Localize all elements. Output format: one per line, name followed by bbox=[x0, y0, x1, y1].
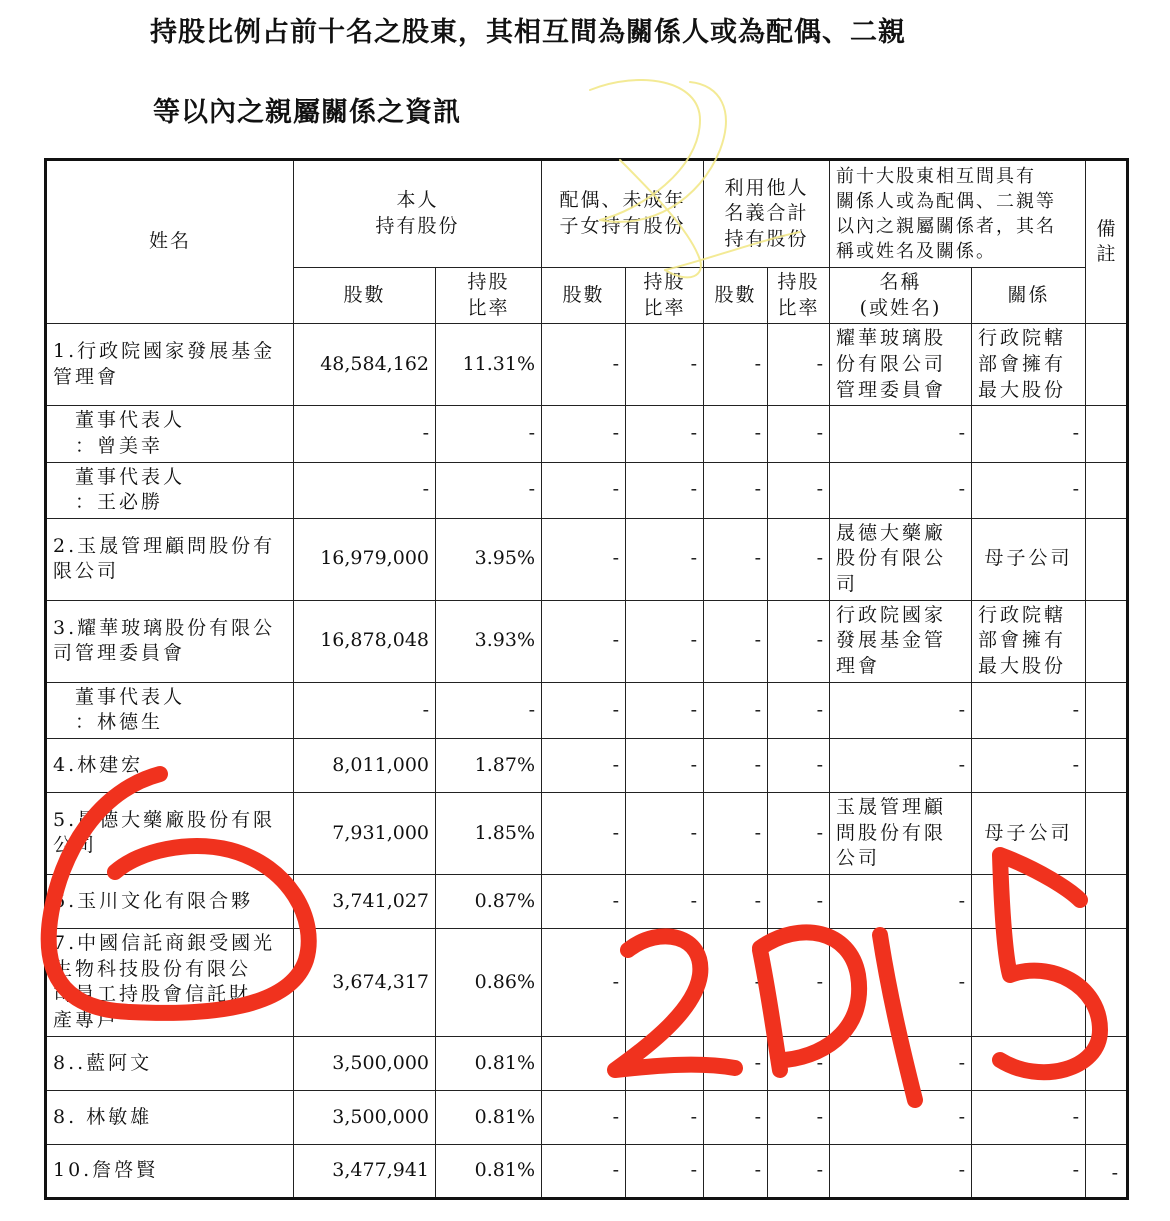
nominee-ratio: - bbox=[768, 324, 830, 406]
document-title-line-1: 持股比例占前十名之股東，其相互間為關係人或為配偶、二親 bbox=[150, 17, 906, 48]
remark-cell bbox=[1086, 1144, 1128, 1198]
remark-value: - bbox=[1111, 1162, 1119, 1185]
own-ratio: 1.85% bbox=[436, 792, 542, 874]
related-party-name: - bbox=[830, 462, 972, 518]
nominee-ratio: - bbox=[768, 1036, 830, 1090]
header-name: 姓名 bbox=[46, 160, 294, 324]
header-remarks: 備 註 bbox=[1086, 160, 1128, 324]
spouse-ratio: - bbox=[626, 462, 704, 518]
remark-cell bbox=[1086, 928, 1128, 1036]
own-shares: 48,584,162 bbox=[294, 324, 436, 406]
nominee-shares: - bbox=[704, 600, 768, 682]
spouse-shares: - bbox=[542, 738, 626, 792]
shareholder-name: 董事代表人 ：林德生 bbox=[46, 682, 294, 738]
own-ratio: - bbox=[436, 682, 542, 738]
remark-cell bbox=[1086, 324, 1128, 406]
header-row-1 bbox=[46, 160, 1128, 268]
own-shares: 3,477,941 bbox=[294, 1144, 436, 1198]
shareholder-table bbox=[44, 158, 1129, 1200]
spouse-ratio: - bbox=[626, 1036, 704, 1090]
shareholder-name: 5.晟德大藥廠股份有限 公司 bbox=[46, 792, 294, 874]
nominee-ratio: - bbox=[768, 1144, 830, 1198]
remark-cell bbox=[1086, 792, 1128, 874]
header-related-name: 名稱 (或姓名) bbox=[830, 268, 972, 324]
own-ratio: 0.86% bbox=[436, 928, 542, 1036]
shareholder-name: 2.玉晟管理顧問股份有 限公司 bbox=[46, 518, 294, 600]
shareholder-name: 3.耀華玻璃股份有限公 司管理委員會 bbox=[46, 600, 294, 682]
own-ratio: 0.81% bbox=[436, 1090, 542, 1144]
nominee-shares: - bbox=[704, 738, 768, 792]
relationship: - bbox=[972, 928, 1086, 1036]
nominee-shares: - bbox=[704, 1090, 768, 1144]
related-party-name: - bbox=[830, 1036, 972, 1090]
nominee-ratio: - bbox=[768, 518, 830, 600]
relationship: - bbox=[972, 406, 1086, 462]
shareholder-name: 董事代表人 ：曾美幸 bbox=[46, 406, 294, 462]
relationship: 行政院轄 部會擁有 最大股份 bbox=[972, 600, 1086, 682]
remark-cell bbox=[1086, 406, 1128, 462]
table-row bbox=[46, 738, 1128, 792]
shareholder-name: 6.玉川文化有限合夥 bbox=[46, 874, 294, 928]
related-party-name: 玉晟管理顧 問股份有限 公司 bbox=[830, 792, 972, 874]
nominee-ratio: - bbox=[768, 600, 830, 682]
table-row bbox=[46, 928, 1128, 1036]
own-ratio: 3.95% bbox=[436, 518, 542, 600]
nominee-ratio: - bbox=[768, 928, 830, 1036]
relationship: - bbox=[972, 682, 1086, 738]
relationship: - bbox=[972, 738, 1086, 792]
spouse-shares: - bbox=[542, 874, 626, 928]
relationship: - bbox=[972, 1144, 1086, 1198]
nominee-shares: - bbox=[704, 1144, 768, 1198]
spouse-ratio: - bbox=[626, 738, 704, 792]
header-related-parties: 前十大股東相互間具有 關係人或為配偶、二親等 以內之親屬關係者，其名 稱或姓名及關係。 bbox=[830, 160, 1086, 268]
header-spouse-ratio: 持股 比率 bbox=[626, 268, 704, 324]
shareholder-name: 董事代表人 ：王必勝 bbox=[46, 462, 294, 518]
spouse-ratio: - bbox=[626, 406, 704, 462]
nominee-shares: - bbox=[704, 1036, 768, 1090]
own-ratio: 3.93% bbox=[436, 600, 542, 682]
table-row bbox=[46, 324, 1128, 406]
header-nominee-shares: 股數 bbox=[704, 268, 768, 324]
spouse-ratio: - bbox=[626, 792, 704, 874]
own-ratio: 0.81% bbox=[436, 1036, 542, 1090]
spouse-ratio: - bbox=[626, 518, 704, 600]
table-row bbox=[46, 518, 1128, 600]
remark-cell bbox=[1086, 738, 1128, 792]
nominee-ratio: - bbox=[768, 406, 830, 462]
own-ratio: 0.81% bbox=[436, 1144, 542, 1198]
nominee-shares: - bbox=[704, 462, 768, 518]
header-own-holding: 本人 持有股份 bbox=[294, 160, 542, 268]
related-party-name: - bbox=[830, 682, 972, 738]
related-party-name: - bbox=[830, 738, 972, 792]
own-ratio: 11.31% bbox=[436, 324, 542, 406]
spouse-ratio: - bbox=[626, 928, 704, 1036]
document-title-line-2: 等以內之親屬關係之資訊 bbox=[153, 97, 461, 128]
header-spouse-holding: 配偶、未成年 子女持有股份 bbox=[542, 160, 704, 268]
spouse-shares: - bbox=[542, 462, 626, 518]
spouse-shares: - bbox=[542, 792, 626, 874]
table-row bbox=[46, 462, 1128, 518]
related-party-name: 行政院國家 發展基金管 理會 bbox=[830, 600, 972, 682]
nominee-shares: - bbox=[704, 406, 768, 462]
header-own-shares: 股數 bbox=[294, 268, 436, 324]
spouse-ratio: - bbox=[626, 874, 704, 928]
remark-cell bbox=[1086, 1090, 1128, 1144]
relationship: - bbox=[972, 1036, 1086, 1090]
related-party-name: - bbox=[830, 928, 972, 1036]
header-spouse-shares: 股數 bbox=[542, 268, 626, 324]
relationship: - bbox=[972, 1090, 1086, 1144]
table-row bbox=[46, 874, 1128, 928]
nominee-shares: - bbox=[704, 874, 768, 928]
spouse-ratio: - bbox=[626, 1144, 704, 1198]
table-row bbox=[46, 1090, 1128, 1144]
related-party-name: - bbox=[830, 1144, 972, 1198]
spouse-shares: - bbox=[542, 1144, 626, 1198]
nominee-ratio: - bbox=[768, 682, 830, 738]
own-ratio: - bbox=[436, 462, 542, 518]
related-party-name: - bbox=[830, 406, 972, 462]
header-nominee-ratio: 持股 比率 bbox=[768, 268, 830, 324]
shareholder-name: 4.林建宏 bbox=[46, 738, 294, 792]
own-shares: - bbox=[294, 682, 436, 738]
own-shares: 16,979,000 bbox=[294, 518, 436, 600]
own-shares: 16,878,048 bbox=[294, 600, 436, 682]
nominee-ratio: - bbox=[768, 874, 830, 928]
related-party-name: 晟德大藥廠 股份有限公 司 bbox=[830, 518, 972, 600]
related-party-name: 耀華玻璃股 份有限公司 管理委員會 bbox=[830, 324, 972, 406]
nominee-shares: - bbox=[704, 928, 768, 1036]
nominee-shares: - bbox=[704, 682, 768, 738]
shareholder-name: 7.中國信託商銀受國光 生物科技股份有限公 司員工持股會信託財 產專戶 bbox=[46, 928, 294, 1036]
own-shares: - bbox=[294, 406, 436, 462]
spouse-shares: - bbox=[542, 406, 626, 462]
nominee-ratio: - bbox=[768, 1090, 830, 1144]
spouse-ratio: - bbox=[626, 1090, 704, 1144]
own-shares: 3,500,000 bbox=[294, 1036, 436, 1090]
own-shares: 7,931,000 bbox=[294, 792, 436, 874]
header-own-ratio: 持股 比率 bbox=[436, 268, 542, 324]
own-ratio: - bbox=[436, 406, 542, 462]
own-ratio: 0.87% bbox=[436, 874, 542, 928]
remark-cell bbox=[1086, 874, 1128, 928]
own-shares: 3,674,317 bbox=[294, 928, 436, 1036]
spouse-shares: - bbox=[542, 324, 626, 406]
spouse-ratio: - bbox=[626, 324, 704, 406]
nominee-shares: - bbox=[704, 324, 768, 406]
shareholder-name: 1.行政院國家發展基金 管理會 bbox=[46, 324, 294, 406]
spouse-shares: - bbox=[542, 1090, 626, 1144]
own-shares: - bbox=[294, 462, 436, 518]
own-shares: 3,741,027 bbox=[294, 874, 436, 928]
remark-cell bbox=[1086, 1036, 1128, 1090]
remark-cell bbox=[1086, 462, 1128, 518]
spouse-shares: - bbox=[542, 682, 626, 738]
nominee-shares: - bbox=[704, 792, 768, 874]
spouse-ratio: - bbox=[626, 682, 704, 738]
spouse-shares: - bbox=[542, 1036, 626, 1090]
header-relation: 關係 bbox=[972, 268, 1086, 324]
own-ratio: 1.87% bbox=[436, 738, 542, 792]
nominee-ratio: - bbox=[768, 792, 830, 874]
own-shares: 3,500,000 bbox=[294, 1090, 436, 1144]
table-row bbox=[46, 682, 1128, 738]
remark-cell bbox=[1086, 518, 1128, 600]
remark-cell bbox=[1086, 600, 1128, 682]
nominee-shares: - bbox=[704, 518, 768, 600]
spouse-shares: - bbox=[542, 518, 626, 600]
shareholder-name: 8. 林敏雄 bbox=[46, 1090, 294, 1144]
relationship: 行政院轄 部會擁有 最大股份 bbox=[972, 324, 1086, 406]
spouse-shares: - bbox=[542, 928, 626, 1036]
table-row bbox=[46, 406, 1128, 462]
related-party-name: - bbox=[830, 874, 972, 928]
relationship: 母子公司 bbox=[972, 518, 1086, 600]
header-nominee-holding: 利用他人 名義合計 持有股份 bbox=[704, 160, 830, 268]
nominee-ratio: - bbox=[768, 462, 830, 518]
relationship: - bbox=[972, 462, 1086, 518]
relationship: 母子公司 bbox=[972, 792, 1086, 874]
relationship: - bbox=[972, 874, 1086, 928]
table-row bbox=[46, 792, 1128, 874]
table-row bbox=[46, 1144, 1128, 1198]
own-shares: 8,011,000 bbox=[294, 738, 436, 792]
related-party-name: - bbox=[830, 1090, 972, 1144]
shareholder-name: 8..藍阿文 bbox=[46, 1036, 294, 1090]
table-row bbox=[46, 600, 1128, 682]
spouse-shares: - bbox=[542, 600, 626, 682]
spouse-ratio: - bbox=[626, 600, 704, 682]
remark-cell bbox=[1086, 682, 1128, 738]
table-row bbox=[46, 1036, 1128, 1090]
nominee-ratio: - bbox=[768, 738, 830, 792]
shareholder-name: 10.詹啓賢 bbox=[46, 1144, 294, 1198]
